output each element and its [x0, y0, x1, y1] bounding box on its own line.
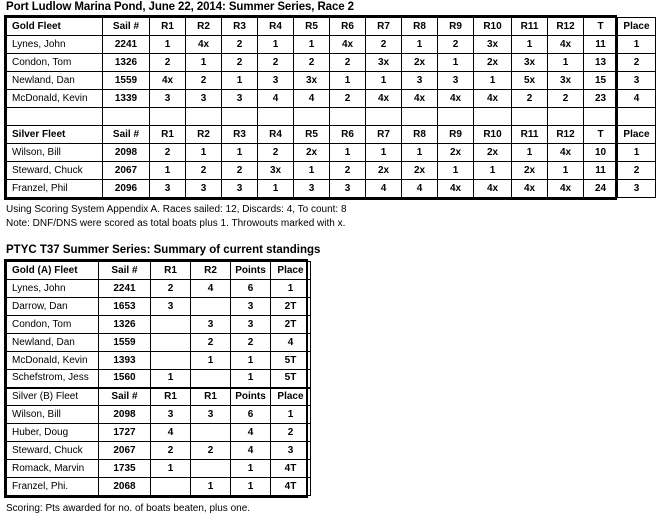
gold-col-sail: Sail # [103, 18, 150, 36]
race-score: 3 [258, 72, 294, 90]
summary-section-title: PTYC T37 Summer Series: Summary of current standings [6, 244, 321, 256]
table-row [7, 36, 656, 54]
race-score [191, 460, 231, 478]
summary-silver-col-points: Points [231, 388, 271, 406]
gold-col-fleet: Gold Fleet [7, 18, 103, 36]
summary-silver-col-place: Place [271, 388, 311, 406]
fleet-separator [7, 108, 656, 126]
separator-cell [548, 108, 584, 126]
race-score: 1 [512, 36, 548, 54]
race-score [191, 298, 231, 316]
race-score: 3 [438, 72, 474, 90]
race-score: 1 [438, 54, 474, 72]
summary-gold-header-row [7, 262, 311, 280]
gold-col-r2: R2 [186, 18, 222, 36]
skipper-name: Schefstrom, Jess [7, 370, 99, 388]
race-score: 4x [438, 180, 474, 198]
race-score: 2x [366, 162, 402, 180]
race-score: 1 [402, 144, 438, 162]
race-score: 3x [474, 36, 512, 54]
race-score: 4x [402, 90, 438, 108]
race-score: 4x [150, 72, 186, 90]
table-row [7, 406, 311, 424]
sail-number: 2067 [99, 442, 151, 460]
race-score: 2 [222, 36, 258, 54]
points: 3 [231, 298, 271, 316]
sail-number: 1727 [99, 424, 151, 442]
race-score: 2x [294, 144, 330, 162]
silver-col-place: Place [618, 126, 656, 144]
place: 3 [618, 180, 656, 198]
race-score: 3 [330, 180, 366, 198]
table-row [7, 72, 656, 90]
sail-number: 2096 [103, 180, 150, 198]
separator-cell [474, 108, 512, 126]
race-score: 1 [191, 352, 231, 370]
page-title: Port Ludlow Marina Pond, June 22, 2014: Summer Series, Race 2 [6, 1, 354, 13]
skipper-name: Franzel, Phi. [7, 478, 99, 496]
race-score: 2x [474, 144, 512, 162]
race-score: 4 [294, 90, 330, 108]
race-score: 3 [186, 180, 222, 198]
skipper-name: Steward, Chuck [7, 162, 103, 180]
race-score [191, 370, 231, 388]
race-score: 3 [191, 316, 231, 334]
race-score: 2 [150, 54, 186, 72]
separator-cell [366, 108, 402, 126]
place: 2 [271, 424, 311, 442]
sail-number: 1393 [99, 352, 151, 370]
sail-number: 1560 [99, 370, 151, 388]
sail-number: 1559 [103, 72, 150, 90]
race-score: 1 [474, 72, 512, 90]
race-score: 1 [222, 72, 258, 90]
summary-silver-col-fleet: Silver (B) Fleet [7, 388, 99, 406]
table-row [7, 442, 311, 460]
points: 4 [231, 442, 271, 460]
separator-cell [103, 108, 150, 126]
race-score: 2x [474, 54, 512, 72]
scoring-footer-note: Scoring: Pts awarded for no. of boats beaten, plus one. [6, 503, 251, 514]
separator-cell [258, 108, 294, 126]
separator-cell [222, 108, 258, 126]
summary-gold-col-place: Place [271, 262, 311, 280]
race-score: 1 [366, 144, 402, 162]
race-score: 1 [474, 162, 512, 180]
points: 1 [231, 478, 271, 496]
race-score: 4x [548, 36, 584, 54]
points: 6 [231, 280, 271, 298]
place: 2 [618, 162, 656, 180]
skipper-name: Wilson, Bill [7, 144, 103, 162]
table-row [7, 162, 656, 180]
race-score: 1 [150, 162, 186, 180]
silver-col-r5: R5 [294, 126, 330, 144]
gold-col-r5: R5 [294, 18, 330, 36]
total-score: 11 [584, 162, 618, 180]
skipper-name: Steward, Chuck [7, 442, 99, 460]
summary-gold-col-r2: R2 [191, 262, 231, 280]
summary-silver-col-sail: Sail # [99, 388, 151, 406]
sail-number: 2067 [103, 162, 150, 180]
dnf-note: Note: DNF/DNS were scored as total boats plus 1. Throwouts marked with x. [6, 218, 346, 229]
race-score: 4x [186, 36, 222, 54]
scoring-system-note: Using Scoring System Appendix A. Races sailed: 12, Discards: 4, To count: 8 [6, 204, 347, 215]
sail-number: 2098 [103, 144, 150, 162]
race-score: 3 [294, 180, 330, 198]
silver-col-r1: R1 [150, 126, 186, 144]
skipper-name: Lynes, John [7, 36, 103, 54]
silver-col-r4: R4 [258, 126, 294, 144]
race-score: 2 [151, 442, 191, 460]
points: 1 [231, 460, 271, 478]
place: 5T [271, 370, 311, 388]
race-score: 4 [191, 280, 231, 298]
separator-cell [402, 108, 438, 126]
silver-col-total: T [584, 126, 618, 144]
gold-header-row [7, 18, 656, 36]
points: 4 [231, 424, 271, 442]
race-score: 2x [438, 144, 474, 162]
separator-cell [150, 108, 186, 126]
table-row [7, 352, 311, 370]
table-row [7, 144, 656, 162]
race-score: 2 [548, 90, 584, 108]
race-score [151, 316, 191, 334]
summary-table-wrapper [4, 259, 308, 498]
race-score: 2 [222, 162, 258, 180]
silver-col-fleet: Silver Fleet [7, 126, 103, 144]
race-score: 2 [151, 280, 191, 298]
total-score: 11 [584, 36, 618, 54]
points: 2 [231, 334, 271, 352]
table-row [7, 370, 311, 388]
race-score: 1 [548, 162, 584, 180]
race-score: 1 [186, 54, 222, 72]
skipper-name: Franzel, Phil [7, 180, 103, 198]
place: 2T [271, 316, 311, 334]
race-score: 1 [258, 36, 294, 54]
race-score: 4 [151, 424, 191, 442]
table-row [7, 54, 656, 72]
race-score: 2 [512, 90, 548, 108]
silver-col-r6: R6 [330, 126, 366, 144]
summary-gold-header [7, 262, 311, 280]
race-score: 1 [512, 144, 548, 162]
skipper-name: Darrow, Dan [7, 298, 99, 316]
race-score: 3 [222, 90, 258, 108]
gold-col-r3: R3 [222, 18, 258, 36]
silver-col-r9: R9 [438, 126, 474, 144]
race-score [191, 424, 231, 442]
sail-number: 1326 [103, 54, 150, 72]
separator-cell [330, 108, 366, 126]
place: 2 [618, 54, 656, 72]
scoring-notes [2, 200, 617, 231]
race-score: 4x [474, 90, 512, 108]
race-score: 4 [402, 180, 438, 198]
race-score: 2 [150, 144, 186, 162]
race-score: 1 [366, 72, 402, 90]
summary-silver-col-r2: R1 [191, 388, 231, 406]
skipper-name: Newland, Dan [7, 72, 103, 90]
gold-col-r11: R11 [512, 18, 548, 36]
race-score: 3 [150, 180, 186, 198]
gold-col-r9: R9 [438, 18, 474, 36]
silver-col-r2: R2 [186, 126, 222, 144]
total-score: 23 [584, 90, 618, 108]
skipper-name: McDonald, Kevin [7, 352, 99, 370]
place: 3 [618, 72, 656, 90]
place: 1 [618, 144, 656, 162]
total-score: 15 [584, 72, 618, 90]
gold-col-place: Place [618, 18, 656, 36]
sail-number: 1559 [99, 334, 151, 352]
race-score: 1 [186, 144, 222, 162]
summary-gold-col-sail: Sail # [99, 262, 151, 280]
race-score: 2 [330, 90, 366, 108]
sail-number: 2241 [99, 280, 151, 298]
race-score: 2 [330, 162, 366, 180]
separator-cell [584, 108, 618, 126]
total-score: 13 [584, 54, 618, 72]
race-score: 2 [191, 334, 231, 352]
race-score: 3 [186, 90, 222, 108]
race-score: 2 [366, 36, 402, 54]
race-score [151, 352, 191, 370]
race-score: 1 [150, 36, 186, 54]
silver-col-r12: R12 [548, 126, 584, 144]
race-score: 1 [151, 370, 191, 388]
race-score: 3 [402, 72, 438, 90]
race-score [151, 334, 191, 352]
table-row [7, 280, 311, 298]
sail-number: 1339 [103, 90, 150, 108]
place: 4 [618, 90, 656, 108]
gold-col-r7: R7 [366, 18, 402, 36]
race-score: 1 [258, 180, 294, 198]
place: 3 [271, 442, 311, 460]
race-score: 1 [222, 144, 258, 162]
skipper-name: Romack, Marvin [7, 460, 99, 478]
race-score: 3 [222, 180, 258, 198]
sail-number: 1326 [99, 316, 151, 334]
gold-col-r10: R10 [474, 18, 512, 36]
race-score: 2x [512, 162, 548, 180]
race-score: 3x [294, 72, 330, 90]
race-results-table [6, 17, 656, 198]
race-score: 1 [330, 72, 366, 90]
points: 3 [231, 316, 271, 334]
race-score: 4x [512, 180, 548, 198]
summary-gold-col-points: Points [231, 262, 271, 280]
race-score: 4x [548, 144, 584, 162]
race-results-table-wrapper [4, 15, 650, 200]
table-row [7, 298, 311, 316]
race-score: 4x [330, 36, 366, 54]
skipper-name: Newland, Dan [7, 334, 99, 352]
table-row [7, 334, 311, 352]
race-score: 5x [512, 72, 548, 90]
sail-number: 1735 [99, 460, 151, 478]
sail-number: 2098 [99, 406, 151, 424]
race-score: 3 [151, 298, 191, 316]
race-score: 4 [366, 180, 402, 198]
summary-standings-table [6, 261, 311, 496]
place: 1 [618, 36, 656, 54]
race-score: 3x [258, 162, 294, 180]
race-score: 2 [294, 54, 330, 72]
summary-silver-col-r1: R1 [151, 388, 191, 406]
race-score: 3 [191, 406, 231, 424]
total-score: 24 [584, 180, 618, 198]
place: 2T [271, 298, 311, 316]
race-score: 4x [438, 90, 474, 108]
gold-col-total: T [584, 18, 618, 36]
table-row [7, 424, 311, 442]
race-score: 1 [438, 162, 474, 180]
race-score: 1 [402, 36, 438, 54]
place: 4 [271, 334, 311, 352]
sail-number: 1653 [99, 298, 151, 316]
race-score: 1 [548, 54, 584, 72]
gold-col-r1: R1 [150, 18, 186, 36]
silver-col-r11: R11 [512, 126, 548, 144]
race-score: 3x [548, 72, 584, 90]
silver-col-r8: R8 [402, 126, 438, 144]
sail-number: 2241 [103, 36, 150, 54]
table-row [7, 460, 311, 478]
table-row [7, 180, 656, 198]
silver-col-r7: R7 [366, 126, 402, 144]
race-score: 3 [150, 90, 186, 108]
skipper-name: Lynes, John [7, 280, 99, 298]
race-score: 3 [151, 406, 191, 424]
silver-col-r3: R3 [222, 126, 258, 144]
gold-col-r6: R6 [330, 18, 366, 36]
skipper-name: Condon, Tom [7, 316, 99, 334]
race-score: 2 [330, 54, 366, 72]
race-score: 2 [258, 144, 294, 162]
silver-header-row [7, 126, 656, 144]
separator-cell [7, 108, 103, 126]
separator-cell [512, 108, 548, 126]
gold-fleet-body [7, 36, 656, 198]
points: 1 [231, 352, 271, 370]
place: 1 [271, 280, 311, 298]
race-score [151, 478, 191, 496]
race-score: 3x [366, 54, 402, 72]
separator-cell [618, 108, 656, 126]
summary-gold-body [7, 280, 311, 496]
table-row [7, 478, 311, 496]
race-score: 2 [191, 442, 231, 460]
race-score: 1 [191, 478, 231, 496]
summary-gold-col-fleet: Gold (A) Fleet [7, 262, 99, 280]
race-score: 1 [294, 162, 330, 180]
gold-col-r4: R4 [258, 18, 294, 36]
race-score: 4x [474, 180, 512, 198]
separator-cell [294, 108, 330, 126]
total-score: 10 [584, 144, 618, 162]
sail-number: 2068 [99, 478, 151, 496]
place: 5T [271, 352, 311, 370]
race-score: 1 [330, 144, 366, 162]
race-score: 2 [222, 54, 258, 72]
race-score: 2x [402, 162, 438, 180]
race-score: 2x [402, 54, 438, 72]
points: 1 [231, 370, 271, 388]
silver-col-r10: R10 [474, 126, 512, 144]
place: 4T [271, 478, 311, 496]
table-row [7, 90, 656, 108]
place: 4T [271, 460, 311, 478]
separator-cell [186, 108, 222, 126]
summary-silver-header-row [7, 388, 311, 406]
skipper-name: Condon, Tom [7, 54, 103, 72]
gold-col-r8: R8 [402, 18, 438, 36]
summary-gold-col-r1: R1 [151, 262, 191, 280]
race-score: 4 [258, 90, 294, 108]
race-score: 2 [186, 162, 222, 180]
table-row [7, 316, 311, 334]
race-score: 3x [512, 54, 548, 72]
race-score: 4x [366, 90, 402, 108]
gold-fleet-header [7, 18, 656, 36]
race-score: 2 [258, 54, 294, 72]
gold-col-r12: R12 [548, 18, 584, 36]
race-score: 1 [294, 36, 330, 54]
place: 1 [271, 406, 311, 424]
race-score: 4x [548, 180, 584, 198]
race-score: 2 [438, 36, 474, 54]
separator-cell [438, 108, 474, 126]
silver-col-sail: Sail # [103, 126, 150, 144]
skipper-name: Wilson, Bill [7, 406, 99, 424]
points: 6 [231, 406, 271, 424]
skipper-name: Huber, Doug [7, 424, 99, 442]
race-score: 2 [186, 72, 222, 90]
skipper-name: McDonald, Kevin [7, 90, 103, 108]
race-score: 1 [151, 460, 191, 478]
